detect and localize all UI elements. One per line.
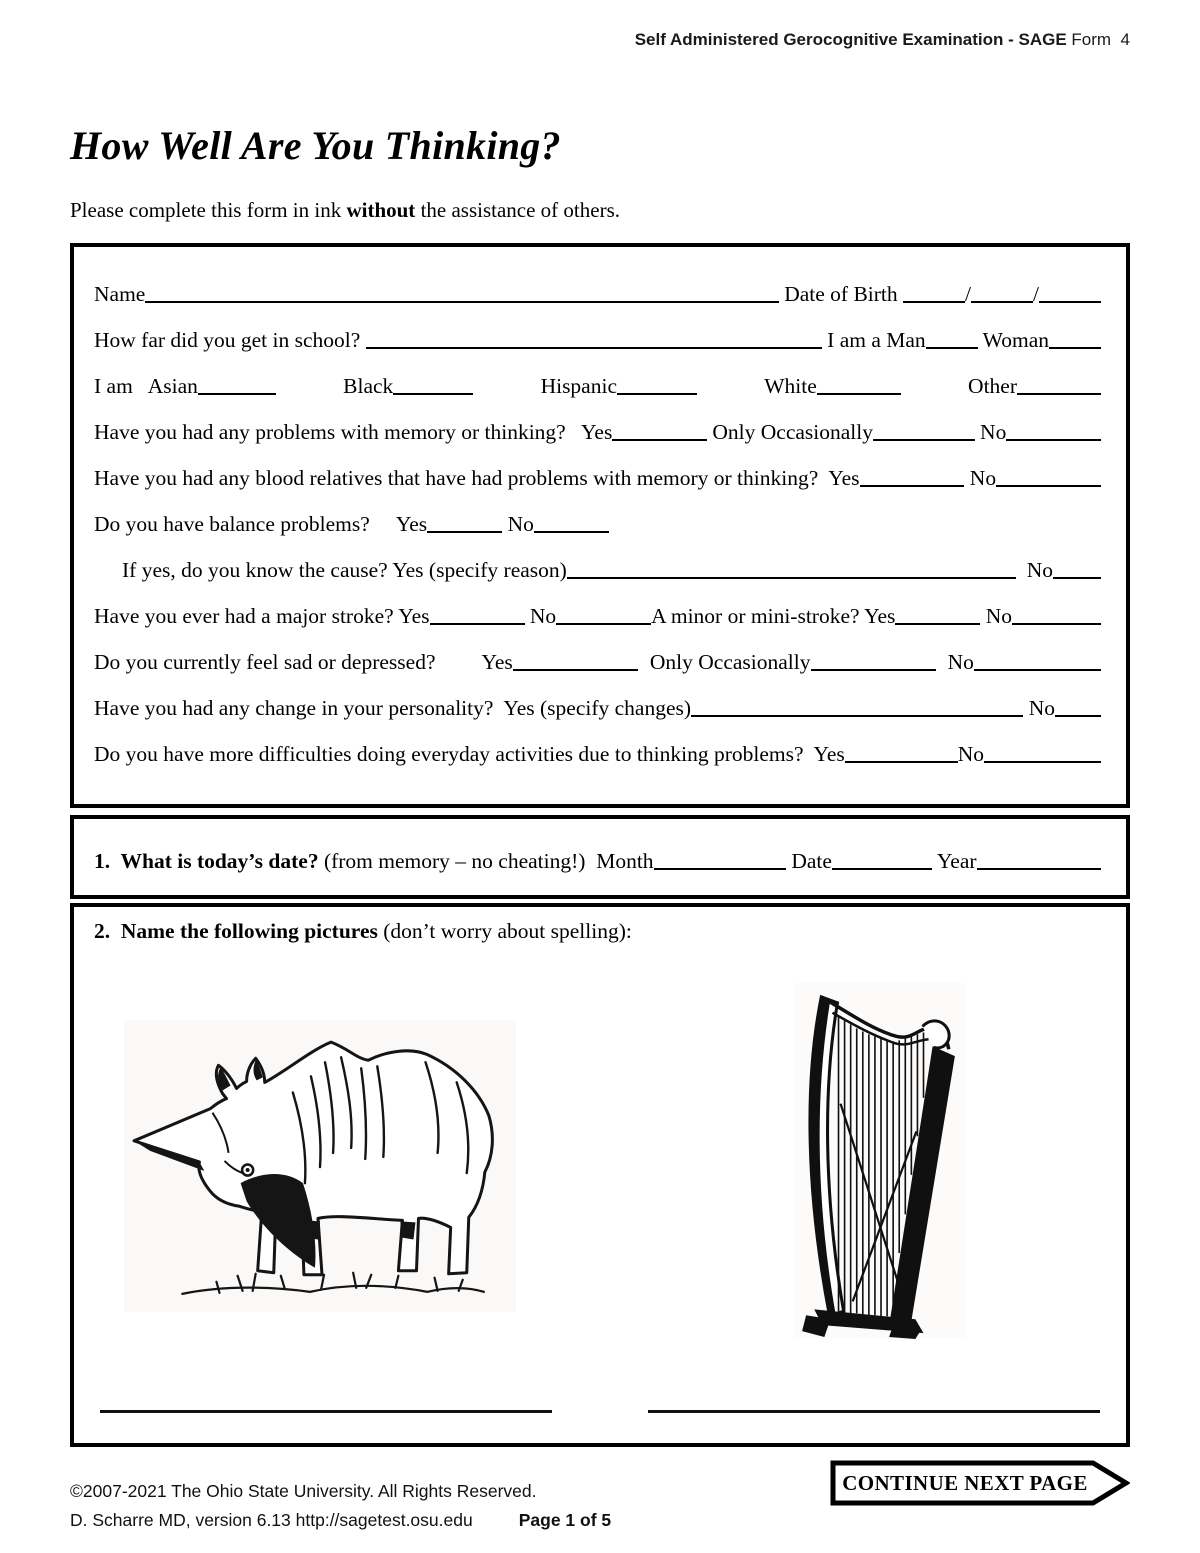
today-year-blank[interactable] <box>977 866 1101 870</box>
stroke-row <box>94 582 1101 628</box>
memory-no-blank[interactable] <box>1006 437 1101 441</box>
daily-activities-row <box>94 720 1101 766</box>
dob-part1-blank[interactable] <box>903 299 965 303</box>
depressed-yes-blank[interactable] <box>513 667 638 671</box>
man-blank[interactable] <box>926 345 978 349</box>
label-text: Do you currently feel sad or depressed? <box>94 649 436 674</box>
asian-blank[interactable] <box>198 391 276 395</box>
label-text: How far did you get in school? <box>94 327 366 352</box>
today-date-blank[interactable] <box>832 866 932 870</box>
dob-part2-blank[interactable] <box>971 299 1033 303</box>
label-text: No <box>974 419 1007 444</box>
label-text: No <box>947 649 974 674</box>
today-month-blank[interactable] <box>654 866 786 870</box>
intro-instruction <box>70 198 620 223</box>
label-text: No <box>957 741 985 766</box>
label-text: No <box>502 511 534 536</box>
page-title: How Well Are You Thinking? <box>70 123 561 168</box>
balance-yes-blank[interactable] <box>427 529 502 533</box>
race-row <box>94 352 1101 398</box>
depressed-no-blank[interactable] <box>974 667 1101 671</box>
label-text: Name <box>94 281 146 306</box>
black-blank[interactable] <box>393 391 473 395</box>
label-text: 2. Name the following pictures <box>94 918 378 943</box>
memory-problems-row <box>94 398 1101 444</box>
label-text: A minor or mini-stroke? Yes <box>651 603 896 628</box>
personality-row <box>94 674 1101 720</box>
demographics-box <box>70 243 1130 808</box>
school-blank[interactable] <box>366 345 822 349</box>
ministroke-yes-blank[interactable] <box>895 621 980 625</box>
label-text: Yes <box>481 649 513 674</box>
balance-row <box>94 490 1101 536</box>
intro-post: the assistance of others. <box>415 198 621 222</box>
footer-copyright: ©2007-2021 The Ohio State University. All Rights Reserved. <box>70 1481 537 1501</box>
family-history-row <box>94 444 1101 490</box>
name-blank[interactable] <box>145 299 778 303</box>
label-text: Other <box>968 373 1017 398</box>
harp-drawing <box>794 983 966 1339</box>
label-text: Have you had any change in your personality? Yes (specify changes) <box>94 695 692 720</box>
balance-no-blank[interactable] <box>534 529 609 533</box>
label-text: No <box>1015 557 1053 582</box>
label-text: Have you had any problems with memory or thinking? Yes <box>94 419 613 444</box>
label-text: Black <box>343 373 394 398</box>
document-header-bold: Self Administered Gerocognitive Examination - SAGE <box>634 30 1067 49</box>
label-text: Only Occasionally <box>707 419 873 444</box>
page-number: Page 1 of 5 <box>518 1510 612 1530</box>
woman-blank[interactable] <box>1049 345 1101 349</box>
school-gender-row <box>94 306 1101 352</box>
question-1-box <box>70 815 1130 899</box>
footer-version-line <box>70 1510 611 1531</box>
balance-cause-no-blank[interactable] <box>1053 575 1101 579</box>
label-text: Only Occasionally <box>649 649 811 674</box>
question-1-row <box>94 827 1101 873</box>
intro-bold-word: without <box>346 198 416 222</box>
activities-yes-blank[interactable] <box>845 759 958 763</box>
activities-no-blank[interactable] <box>984 759 1101 763</box>
balance-cause-row <box>94 536 1101 582</box>
label-text: No <box>980 603 1013 628</box>
label-text: / <box>1033 281 1039 306</box>
label-text: Woman <box>977 327 1049 352</box>
label-text: No <box>964 465 997 490</box>
relatives-yes-blank[interactable] <box>860 483 965 487</box>
label-text: (don’t worry about spelling): <box>377 918 632 943</box>
label-text: Year <box>932 848 977 873</box>
stroke-no-blank[interactable] <box>556 621 651 625</box>
label-text: Do you have more difficulties doing everyday activities due to thinking problems? Yes <box>94 741 845 766</box>
label-text: I am Asian <box>94 373 198 398</box>
label-text: (from memory – no cheating!) Month <box>318 848 654 873</box>
question-2-row <box>94 913 1101 943</box>
label-text: Date of Birth <box>778 281 904 306</box>
continue-next-page-button[interactable] <box>830 1459 1130 1507</box>
harp-answer-blank[interactable] <box>648 1410 1100 1413</box>
label-text: Have you ever had a major stroke? Yes <box>94 603 430 628</box>
label-text: 1. What is today’s date? <box>94 848 319 873</box>
name-dob-row <box>94 260 1101 306</box>
harp-picture <box>794 983 966 1339</box>
document-header <box>635 30 1130 50</box>
label-text: I am a Man <box>821 327 926 352</box>
document-header-normal: Form 4 <box>1066 30 1130 49</box>
intro-pre: Please complete this form in ink <box>70 198 347 222</box>
hispanic-blank[interactable] <box>617 391 697 395</box>
memory-occasionally-blank[interactable] <box>873 437 975 441</box>
continue-next-page-label: CONTINUE NEXT PAGE <box>842 1470 1088 1495</box>
label-text: Have you had any blood relatives that have had problems with memory or thinking? Yes <box>94 465 860 490</box>
stroke-yes-blank[interactable] <box>430 621 525 625</box>
white-blank[interactable] <box>817 391 901 395</box>
depressed-occasionally-blank[interactable] <box>811 667 936 671</box>
label-text: Hispanic <box>540 373 617 398</box>
rhinoceros-drawing <box>124 1020 516 1312</box>
label-text: White <box>764 373 817 398</box>
rhinoceros-answer-blank[interactable] <box>100 1410 552 1413</box>
balance-cause-reason-blank[interactable] <box>567 575 1016 579</box>
label-text: Do you have balance problems? Yes <box>94 511 428 536</box>
personality-changes-blank[interactable] <box>691 713 1023 717</box>
personality-no-blank[interactable] <box>1055 713 1101 717</box>
other-blank[interactable] <box>1017 391 1101 395</box>
dob-part3-blank[interactable] <box>1039 299 1101 303</box>
ministroke-no-blank[interactable] <box>1012 621 1101 625</box>
footer-version-text: D. Scharre MD, version 6.13 http://sagetest.osu.edu <box>70 1510 473 1530</box>
label-text: No <box>524 603 557 628</box>
label-text: No <box>1023 695 1055 720</box>
label-text: Date <box>785 848 832 873</box>
memory-yes-blank[interactable] <box>612 437 707 441</box>
relatives-no-blank[interactable] <box>996 483 1101 487</box>
label-text: If yes, do you know the cause? Yes (specify reason) <box>122 557 567 582</box>
depression-row <box>94 628 1101 674</box>
label-text: / <box>965 281 972 306</box>
rhinoceros-picture <box>124 1020 516 1312</box>
